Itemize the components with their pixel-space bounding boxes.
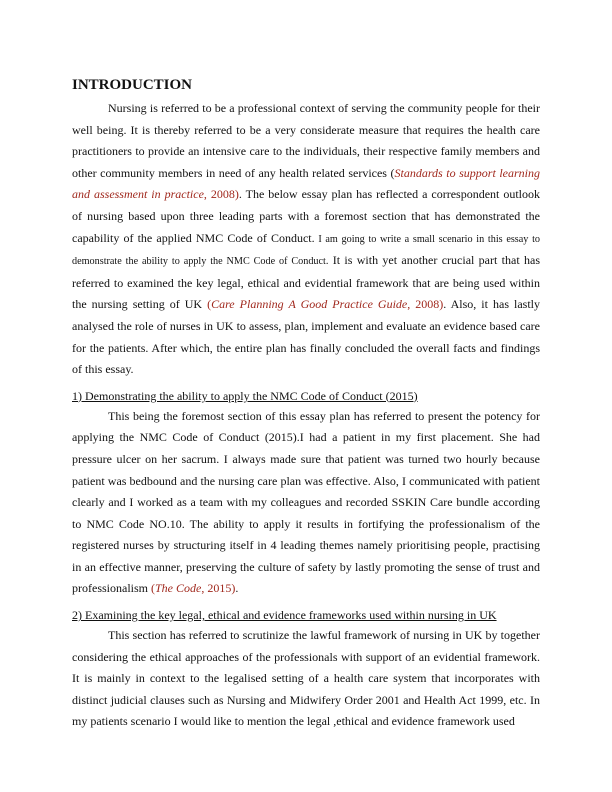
page-body — [72, 76, 540, 733]
intro-text-1: Nursing is referred to be a professional context of serving the community people for their well being. It is thereby referred to be a very considerate measure that requires the health care practitioners to provide an intensive care to the individuals, their respective family members and other community members in need of any health related services ( — [72, 101, 540, 180]
citation-the-code: (The Code, 2015) — [151, 581, 236, 596]
page-title: INTRODUCTION — [72, 77, 193, 93]
citation-standards-title: Standards to support learning and assessment in practice — [72, 165, 540, 202]
section-1-text-2: . — [235, 581, 239, 596]
intro-text-4: . Also, it has lastly analysed the role of nurses in UK to assess, plan, implement and evaluate an evidence based care for the patients. After which, the entire plan has finally concluded the overall facts and findings of this essay. — [72, 297, 540, 377]
citation-the-code-year: , 2015) — [201, 581, 236, 596]
section-1-text-1: This being the foremost section of this essay plan has referred to present the potency for applying the NMC Code of Conduct (2015).I had a patient in my first placement. She had pressure ulcer on her sacrum. I always made sure that patient was turned two hourly because patient was bedbound and the nursing care plan was effective. Also, I communicated with patient clearly and I worked as a team with my colleagues and recorded SSKIN Care bundle according to NMC Code NO.10. The ability to apply it results in fortifying the professionalism of the registered nurses by structuring itself in 4 leading themes namely prioritising people, practising in an effective manner, preserving the culture of safety by lastly promoting the sense of trust and professionalism — [72, 408, 540, 596]
section-1-heading: 1) Demonstrating the ability to apply the NMC Code of Conduct (2015) — [72, 388, 418, 403]
section-2-paragraph — [72, 625, 540, 733]
intro-paragraph — [72, 98, 540, 381]
section-2-heading: 2) Examining the key legal, ethical and evidence frameworks used within nursing in UK — [72, 608, 497, 623]
intro-text-2: . The below essay plan has reflected a correspondent outlook of nursing based upon three leading parts with a foremost section that has demonstrated the capability of the applied NMC Code of Conduct. — [72, 187, 541, 245]
intro-scenario-note: I am going to write a small scenario in this essay to demonstrate the ability to apply the NMC Code of Conduct. — [72, 233, 540, 268]
citation-standards-year: , 2008) — [203, 187, 239, 202]
citation-the-code-title: The Code — [155, 581, 202, 596]
intro-text-3: It is with yet another crucial part that has referred to examined the key legal, ethical and evidential framework that are being used within the nursing setting of UK — [72, 253, 540, 312]
section-1-paragraph — [72, 406, 540, 600]
citation-care-planning-title: Care Planning A Good Practice Guide — [211, 297, 408, 312]
citation-care-planning: (Care Planning A Good Practice Guide, 2008) — [207, 297, 444, 312]
section-2-text-1: This section has referred to scrutinize the lawful framework of nursing in UK by together considering the ethical approaches of the professionals with support of an evidential framework. It is mainly in context to the legalised setting of a health care system that incorporates with distinct judicial clauses such as Nursing and Midwifery Order 2001 and Health Act 1999, etc. In my patients scenario I would like to mention the legal ,ethical and evidence framework used — [72, 628, 540, 729]
citation-care-planning-year: , 2008) — [407, 297, 444, 312]
